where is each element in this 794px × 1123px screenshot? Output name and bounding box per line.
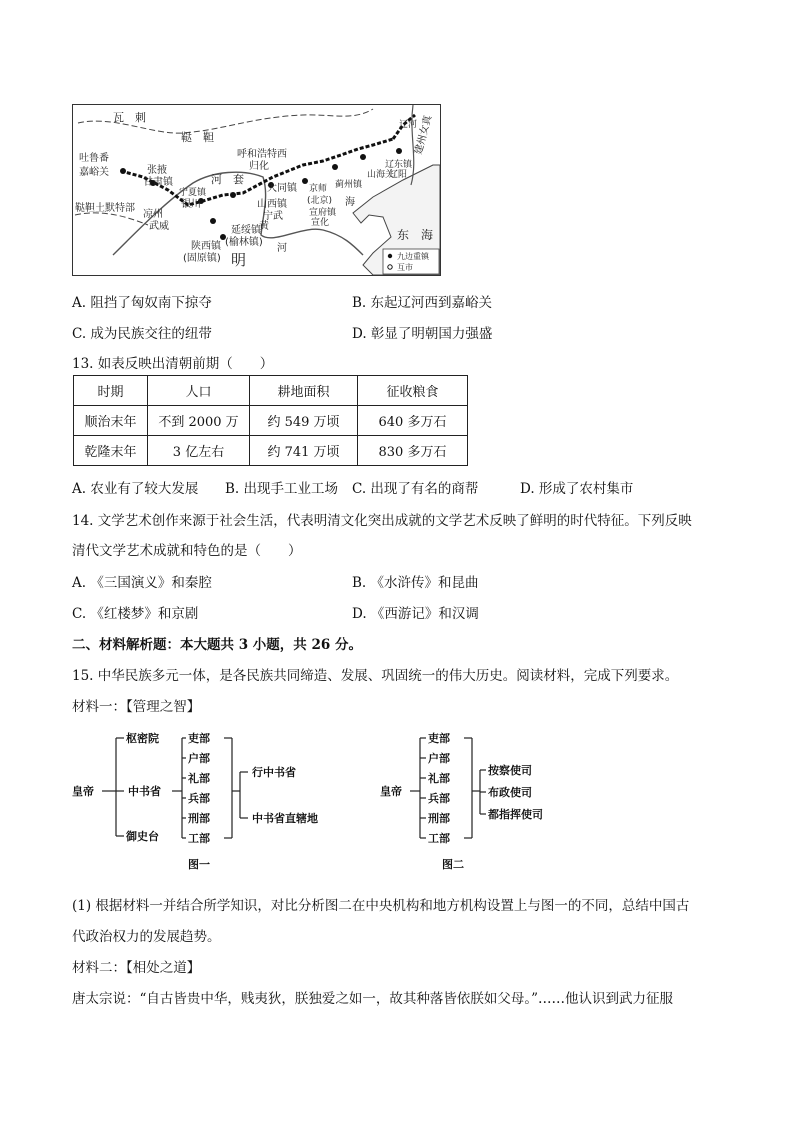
map-label-ningwu: 宁武 [263,211,283,222]
map-label-hetao: 河 套 [211,173,244,186]
map-label-liaohe: 辽河 [399,120,418,130]
fig1-metropolitan-area: 中书省直辖地 [252,812,318,825]
map-label-yinchuan: 银川 [181,199,201,210]
table-cell: 640 多万石 [358,406,468,436]
q13-option-d[interactable]: D. 形成了农村集市 [520,481,634,497]
map-label-guihua: 归化 [249,161,269,172]
q14-stem-line-1: 14. 文学艺术创作来源于社会生活，代表明清文化突出成就的文学艺术反映了鲜明的时代特征。下列反映 [72,513,692,529]
table-row [74,436,468,466]
fig2-dept-war: 兵部 [428,792,450,805]
q12-option-b[interactable]: B. 东起辽河西到嘉峪关 [352,295,493,311]
map-label-huhehaote: 呼和浩特西 [237,149,287,160]
q13-stem: 13. 如表反映出清朝前期（ ） [72,356,274,372]
q14-option-d[interactable]: D. 《西游记》和汉调 [352,606,479,622]
map-label-hai: 海 [345,197,355,208]
map-label-tumote: 鞑靼土默特部 [75,203,135,214]
map-label-shanhaiguan: 山海关 [367,170,395,180]
map-label-xuanhua: 宣化 [311,218,330,228]
q13-option-a[interactable]: A. 农业有了较大发展 [72,481,199,497]
table-cell: 约 549 万顷 [250,406,358,436]
q15-stem: 15. 中华民族多元一体，是各民族共同缔造、发展、巩固统一的伟大历史。阅读材料，完成下列要求。 [72,668,679,684]
q15-sub1-line-2: 代政治权力的发展趋势。 [72,929,221,945]
fig2-administration-commission: 布政使司 [488,786,532,799]
fig1-privy-council: 枢密院 [126,732,159,745]
table-header-cell: 征收粮食 [358,376,468,406]
q14-option-c[interactable]: C. 《红楼梦》和京剧 [72,606,199,622]
map-label-dada: 鞑 靼 [181,131,214,144]
q12-option-a[interactable]: A. 阻挡了匈奴南下掠夺 [72,295,212,311]
fig1-emperor: 皇帝 [72,785,94,798]
table-header-cell: 耕地面积 [250,376,358,406]
q15-material-1-label: 材料一：【管理之智】 [72,699,201,715]
map-label-jianzhou: 建州女真 [413,114,435,156]
table-cell: 约 741 万顷 [250,436,358,466]
map-label-yulin: (榆林镇) [225,237,263,248]
section-2-title: 二、材料解析题：本大题共 3 小题，共 26 分。 [72,637,362,653]
map-label-jingshi: 京师 [309,184,328,194]
map-label-donghai: 东 海 [397,228,434,242]
q15-material-2-label: 材料二：【相处之道】 [72,960,201,976]
table-header-row [74,376,468,406]
q12-option-d[interactable]: D. 彰显了明朝国力强盛 [352,326,493,342]
fig1-caption: 图一 [188,858,210,870]
map-label-huang: 黄 [259,221,269,232]
legend-garrison-icon [388,254,392,258]
table-cell: 3 亿左右 [148,436,250,466]
western-boundary [75,213,148,225]
fig2-dept-rites: 礼部 [428,772,450,785]
figure-1-connectors [102,738,248,838]
map-label-he: 河 [277,243,287,254]
map-label-guyuanzhen: (固原镇) [183,253,221,264]
fig2-caption: 图二 [442,858,464,870]
fig2-dept-justice: 刑部 [428,812,450,825]
map-label-beijing: (北京) [307,196,333,206]
fig1-censorate: 御史台 [126,830,159,843]
map-label-jizhouzhen: 蓟州镇 [335,180,363,190]
ming-great-wall-map [72,104,441,276]
map-label-liaodongzhen: 辽东镇 [385,160,413,170]
fig1-dept-personnel: 吏部 [188,732,210,745]
fig2-emperor: 皇帝 [380,785,402,798]
figure-1-org-chart [72,730,342,870]
fig2-dept-personnel: 吏部 [428,732,450,745]
table-cell: 不到 2000 万 [148,406,250,436]
table-header-cell: 时期 [74,376,148,406]
fig1-secretariat: 中书省 [128,785,161,798]
q14-option-b[interactable]: B. 《水浒传》和昆曲 [352,575,479,591]
q15-material-2-text: 唐太宗说：“自古皆贵中华，贱夷狄，朕独爱之如一，故其种落皆依朕如父母。”……他认识到武力征服 [72,991,674,1007]
table-cell: 乾隆末年 [74,436,148,466]
fig1-dept-war: 兵部 [188,792,210,805]
q15-sub1-line-1: (1) 根据材料一并结合所学知识，对比分析图二在中央机构和地方机构设置上与图一的不同，总结中国古 [72,898,690,914]
fig2-dept-revenue: 户部 [428,752,450,765]
table-header-cell: 人口 [148,376,250,406]
q12-option-c[interactable]: C. 成为民族交往的纽带 [72,326,212,342]
fig2-military-commission: 都指挥使司 [488,808,543,821]
q14-option-a[interactable]: A. 《三国演义》和秦腔 [72,575,212,591]
figure-2-org-chart [380,730,580,870]
q13-table [73,375,468,466]
map-label-liangzhou: 凉州 [143,209,163,220]
legend-label-garrison: 九边重镇 [397,252,429,261]
map-label-wala: 瓦 刺 [113,111,146,124]
q14-stem-line-2: 清代文学艺术成就和特色的是（ ） [72,543,302,559]
map-label-jiayuguan: 嘉峪关 [79,167,109,178]
map-label-ningxiazhen: 宁夏镇 [179,188,207,198]
map-label-gansuzhen: 甘肃镇 [143,177,173,188]
table-cell: 830 多万石 [358,436,468,466]
fig1-dept-justice: 刑部 [188,812,210,825]
map-label-xuanfuzhen: 宣府镇 [309,208,337,218]
table-row [74,406,468,436]
fig2-dept-works: 工部 [428,832,450,845]
map-label-shanxizhen: 山西镇 [257,199,287,210]
map-label-liaoyang: 辽阳 [389,170,408,180]
q13-option-b[interactable]: B. 出现手工业工场 [225,481,339,497]
map-drawing [73,105,440,275]
fig1-dept-revenue: 户部 [188,752,210,765]
map-label-yansuizhen: 延绥镇 [231,225,261,236]
map-label-datongzhen: 大同镇 [267,183,297,194]
map-label-wuwei: 武威 [149,221,169,232]
legend-label-market: 互市 [397,263,413,272]
fig1-provincial-secretariat: 行中书省 [252,766,296,779]
fig2-surveillance-commission: 按察使司 [488,764,532,777]
map-label-shaanxizhen: 陕西镇 [191,241,221,252]
fig1-dept-works: 工部 [188,832,210,845]
map-label-tulufan: 吐鲁番 [79,153,109,164]
fig1-dept-rites: 礼部 [188,772,210,785]
q13-option-c[interactable]: C. 出现了有名的商帮 [352,481,479,497]
map-label-zhangye: 张掖 [147,165,167,176]
table-cell: 顺治末年 [74,406,148,436]
map-label-ming: 明 [231,251,247,269]
